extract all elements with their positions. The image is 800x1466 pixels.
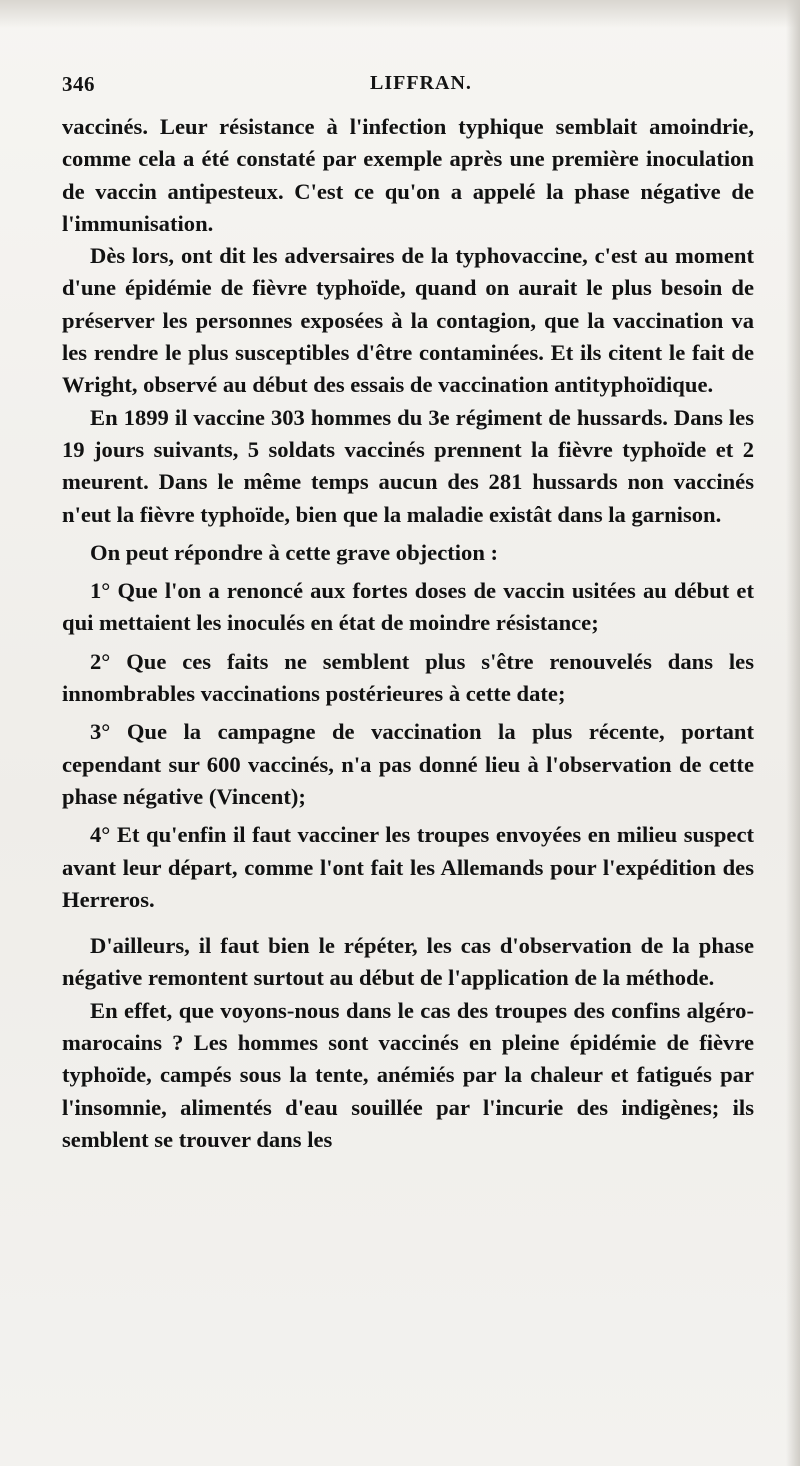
list-item-1: 1° Que l'on a renoncé aux fortes doses de vaccin usitées au début et qui mettaient les inoculés en état de moindre résistance; [62, 578, 754, 636]
running-title: LIFFRAN. [370, 72, 472, 94]
scan-right-edge [786, 0, 800, 1466]
paragraph-3: En 1899 il vaccine 303 hommes du 3e régiment de hussards. Dans les 19 jours suivants, 5 soldats vaccinés prennent la fièvre typhoïde et 2 meurent. Dans le même temps aucun des 281 hussards non vaccinés n'eut la fièvre typhoïde, bien que la maladie existât dans la garnison. [62, 404, 754, 527]
paragraph-6: En effet, que voyons-nous dans le cas des troupes des confins algéro-marocains ? Les hommes sont vaccinés en pleine épidémie de fièvre typhoïde, campés sous la tente, anémiés par la chaleur et fatigués par l'insomnie, alimentés d'eau souillée par l'incurie des indigènes; ils semblent se trouver dans les [62, 997, 754, 1152]
paragraph-5: D'ailleurs, il faut bien le répéter, les cas d'observation de la phase négative remontent surtout au début de l'application de la méthode. [62, 933, 754, 991]
list-item-3: 3° Que la campagne de vaccination la plus récente, portant cependant sur 600 vaccinés, n'a pas donné lieu à l'observation de cette phase négative (Vincent); [62, 719, 754, 809]
paragraph-1: vaccinés. Leur résistance à l'infection typhique semblait amoindrie, comme cela a été constaté par exemple après une première inoculation de vaccin antipesteux. C'est ce qu'on a appelé la phase négative de l'immunisation. [62, 114, 754, 236]
paragraph-4: On peut répondre à cette grave objection : [90, 539, 499, 565]
running-head [62, 72, 752, 106]
scan-top-shadow [0, 0, 800, 28]
page-number: 346 [62, 72, 95, 96]
body-text [62, 111, 754, 1156]
list-item-2: 2° Que ces faits ne semblent plus s'être renouvelés dans les innombrables vaccinations postérieures à cette date; [62, 648, 754, 707]
paragraph-2: Dès lors, ont dit les adversaires de la typhovaccine, c'est au moment d'une épidémie de fièvre typhoïde, quand on aurait le plus besoin de préserver les personnes exposées à la contagion, que la vaccination va les rendre le plus susceptibles d'être contaminées. Et ils citent le fait de Wright, observé au début des essais de vaccination antityphoïdique. [62, 243, 754, 398]
list-item-4: 4° Et qu'enfin il faut vacciner les troupes envoyées en milieu suspect avant leur départ, comme l'ont fait les Allemands pour l'expédition des Herreros. [62, 822, 754, 912]
